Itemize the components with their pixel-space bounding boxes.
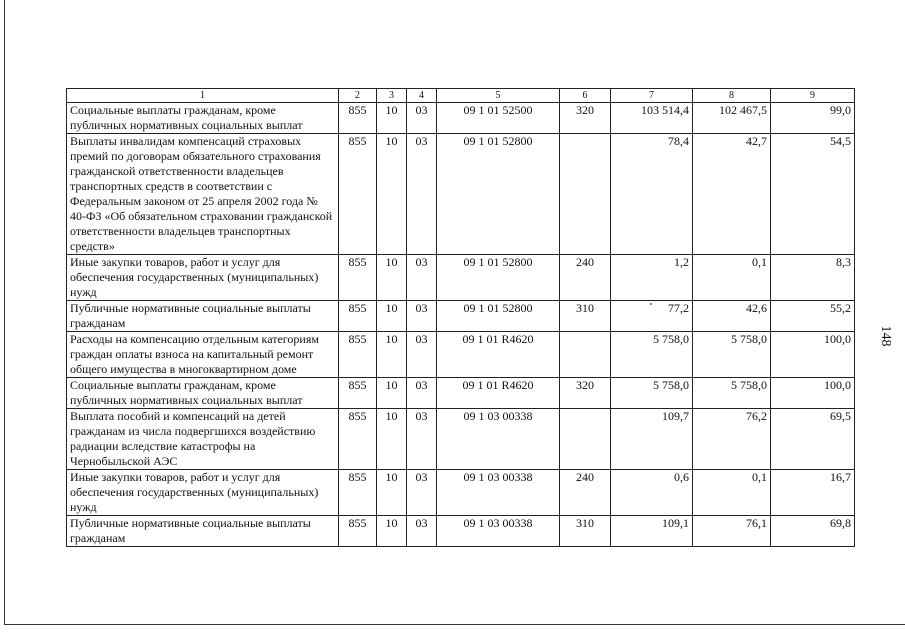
subsection-code: 03 <box>407 470 437 516</box>
section-code: 10 <box>377 134 407 255</box>
column-number: 7 <box>611 89 693 103</box>
actual-amount: 102 467,5 <box>693 103 771 134</box>
table-row <box>67 378 855 409</box>
table-row <box>67 409 855 470</box>
table-row <box>67 332 855 378</box>
expense-type: 320 <box>560 378 611 409</box>
subsection-code: 03 <box>407 516 437 547</box>
column-number: 5 <box>437 89 560 103</box>
plan-amount: 5 758,0 <box>611 378 693 409</box>
ministry-code: 855 <box>339 409 377 470</box>
column-number-row <box>67 89 855 103</box>
table-row <box>67 470 855 516</box>
column-number: 2 <box>339 89 377 103</box>
actual-amount: 0,1 <box>693 470 771 516</box>
execution-percent: 55,2 <box>771 301 855 332</box>
actual-amount: 0,1 <box>693 255 771 301</box>
section-code: 10 <box>377 409 407 470</box>
table-row <box>67 134 855 255</box>
execution-percent: 8,3 <box>771 255 855 301</box>
column-number: 6 <box>560 89 611 103</box>
column-number: 1 <box>67 89 339 103</box>
execution-percent: 100,0 <box>771 332 855 378</box>
execution-percent: 100,0 <box>771 378 855 409</box>
ministry-code: 855 <box>339 103 377 134</box>
target-article: 09 1 03 00338 <box>437 470 560 516</box>
plan-amount: 109,1 <box>611 516 693 547</box>
section-code: 10 <box>377 332 407 378</box>
expense-name: Социальные выплаты гражданам, кроме публичных нормативных социальных выплат <box>67 378 339 409</box>
ministry-code: 855 <box>339 378 377 409</box>
expense-name: Иные закупки товаров, работ и услуг для обеспечения государственных (муниципальных) нужд <box>67 255 339 301</box>
plan-amount: 1,2 <box>611 255 693 301</box>
subsection-code: 03 <box>407 255 437 301</box>
table-row <box>67 103 855 134</box>
target-article: 09 1 03 00338 <box>437 516 560 547</box>
expense-name: Публичные нормативные социальные выплаты гражданам <box>67 301 339 332</box>
subsection-code: 03 <box>407 134 437 255</box>
table-row <box>67 516 855 547</box>
scan-border-left <box>4 0 5 625</box>
execution-percent: 16,7 <box>771 470 855 516</box>
ministry-code: 855 <box>339 134 377 255</box>
section-code: 10 <box>377 255 407 301</box>
column-number: 8 <box>693 89 771 103</box>
subsection-code: 03 <box>407 103 437 134</box>
expense-type: 240 <box>560 470 611 516</box>
expense-type: 310 <box>560 301 611 332</box>
table-body <box>67 103 855 547</box>
plan-amount: 78,4 <box>611 134 693 255</box>
section-code: 10 <box>377 516 407 547</box>
ministry-code: 855 <box>339 255 377 301</box>
expense-type <box>560 134 611 255</box>
target-article: 09 1 01 R4620 <box>437 378 560 409</box>
ministry-code: 855 <box>339 516 377 547</box>
subsection-code: 03 <box>407 301 437 332</box>
scan-border-bottom <box>4 624 905 625</box>
actual-amount: 76,2 <box>693 409 771 470</box>
expense-name: Выплаты инвалидам компенсаций страховых премий по договорам обязательного страхования гражданской ответственности владельцев транспортных средств в соответствии с Федеральным законом от 25 апреля 2002 года № 40-ФЗ «Об обязательном страховании гражданской ответственности владельцев транспортных средств» <box>67 134 339 255</box>
target-article: 09 1 01 52800 <box>437 301 560 332</box>
execution-percent: 69,8 <box>771 516 855 547</box>
column-number: 4 <box>407 89 437 103</box>
target-article: 09 1 01 52800 <box>437 255 560 301</box>
expense-name: Социальные выплаты гражданам, кроме публичных нормативных социальных выплат <box>67 103 339 134</box>
actual-amount: 42,6 <box>693 301 771 332</box>
section-code: 10 <box>377 378 407 409</box>
actual-amount: 5 758,0 <box>693 332 771 378</box>
subsection-code: 03 <box>407 378 437 409</box>
table-row <box>67 255 855 301</box>
actual-amount: 42,7 <box>693 134 771 255</box>
ministry-code: 855 <box>339 470 377 516</box>
execution-percent: 69,5 <box>771 409 855 470</box>
section-code: 10 <box>377 470 407 516</box>
column-number: 3 <box>377 89 407 103</box>
ministry-code: 855 <box>339 332 377 378</box>
column-number: 9 <box>771 89 855 103</box>
expense-name: Иные закупки товаров, работ и услуг для обеспечения государственных (муниципальных) нужд <box>67 470 339 516</box>
page-number: 148 <box>878 325 893 347</box>
expense-name: Публичные нормативные социальные выплаты гражданам <box>67 516 339 547</box>
expense-type: 320 <box>560 103 611 134</box>
subsection-code: 03 <box>407 409 437 470</box>
plan-amount: 77,2 <box>611 301 693 332</box>
execution-percent: 54,5 <box>771 134 855 255</box>
target-article: 09 1 01 52800 <box>437 134 560 255</box>
expense-type: 240 <box>560 255 611 301</box>
plan-amount: 103 514,4 <box>611 103 693 134</box>
actual-amount: 76,1 <box>693 516 771 547</box>
plan-amount: 109,7 <box>611 409 693 470</box>
target-article: 09 1 03 00338 <box>437 409 560 470</box>
plan-amount: 5 758,0 <box>611 332 693 378</box>
expense-type: 310 <box>560 516 611 547</box>
section-code: 10 <box>377 301 407 332</box>
actual-amount: 5 758,0 <box>693 378 771 409</box>
expense-type <box>560 409 611 470</box>
plan-amount: 0,6 <box>611 470 693 516</box>
expense-name: Выплата пособий и компенсаций на детей гражданам из числа подвергшихся воздействию радиации вследствие катастрофы на Чернобыльской АЭС <box>67 409 339 470</box>
subsection-code: 03 <box>407 332 437 378</box>
execution-percent: 99,0 <box>771 103 855 134</box>
ministry-code: 855 <box>339 301 377 332</box>
table-header <box>67 89 855 103</box>
table-row <box>67 301 855 332</box>
target-article: 09 1 01 52500 <box>437 103 560 134</box>
expense-name: Расходы на компенсацию отдельным категориям граждан оплаты взноса на капитальный ремонт общего имущества в многоквартирном доме <box>67 332 339 378</box>
section-code: 10 <box>377 103 407 134</box>
target-article: 09 1 01 R4620 <box>437 332 560 378</box>
budget-table <box>66 88 855 547</box>
expense-type <box>560 332 611 378</box>
